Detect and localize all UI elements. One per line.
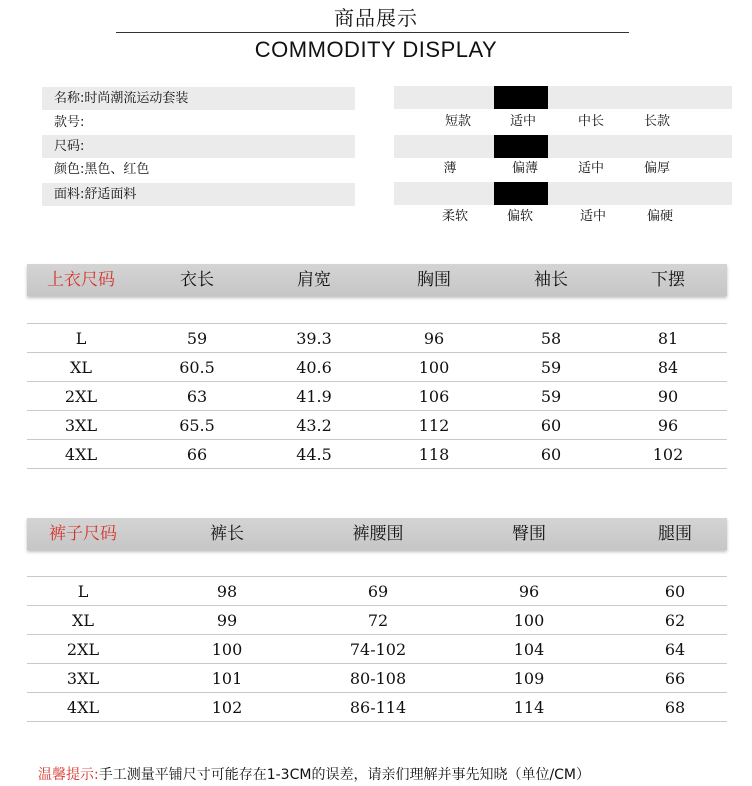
value-cell: 69 — [367, 582, 389, 601]
info-label: 颜色: — [54, 162, 85, 177]
top-table-header-cell: 下摆 — [651, 270, 685, 290]
measurement-note — [38, 764, 590, 784]
page-title-cn: 商品展示 — [334, 6, 418, 30]
table-row — [0, 635, 752, 664]
size-cell: L — [77, 582, 89, 601]
table-row — [0, 440, 752, 469]
size-cell: 4XL — [66, 698, 100, 717]
softness-option-label: 偏硬 — [646, 209, 673, 224]
value-cell: 84 — [657, 358, 679, 377]
top-table-header-cell: 胸围 — [417, 270, 451, 290]
value-cell: 102 — [652, 445, 684, 464]
value-cell: 104 — [513, 640, 545, 659]
size-cell: 3XL — [66, 669, 100, 688]
value-cell: 68 — [664, 698, 686, 717]
value-cell: 112 — [418, 416, 450, 435]
value-cell: 63 — [186, 387, 208, 406]
thickness-option-label: 适中 — [577, 161, 604, 176]
pants-table-header-cell: 裤腰围 — [352, 524, 404, 544]
info-row-style-number — [42, 111, 355, 134]
pants-table-header-cell: 裤子尺码 — [49, 524, 117, 544]
value-cell: 40.6 — [296, 358, 332, 377]
value-cell: 96 — [423, 329, 445, 348]
info-label: 尺码: — [54, 139, 85, 154]
value-cell: 86-114 — [349, 698, 407, 717]
table-row — [0, 606, 752, 635]
size-cell: XL — [69, 358, 92, 377]
info-value: 时尚潮流运动套装 — [84, 91, 189, 106]
length-scale-bar — [394, 86, 732, 109]
value-cell: 62 — [664, 611, 686, 630]
value-cell: 114 — [513, 698, 545, 717]
thickness-option-label: 薄 — [443, 161, 457, 176]
value-cell: 99 — [216, 611, 238, 630]
note-text: 手工测量平铺尺寸可能存在1-3CM的误差，请亲们理解并事先知晓（单位/CM） — [98, 767, 591, 783]
info-row-name — [42, 87, 355, 110]
size-cell: 3XL — [64, 416, 98, 435]
thickness-scale-marker — [494, 135, 548, 158]
value-cell: 65.5 — [179, 416, 215, 435]
value-cell: 59 — [540, 358, 562, 377]
top-table-header-cell: 肩宽 — [297, 270, 331, 290]
length-option-label: 长款 — [643, 114, 670, 129]
value-cell: 100 — [513, 611, 545, 630]
length-option-label: 适中 — [509, 114, 536, 129]
table-row — [0, 353, 752, 382]
top-table-header-cell: 袖长 — [534, 270, 568, 290]
softness-option-label: 适中 — [579, 209, 606, 224]
value-cell: 100 — [211, 640, 243, 659]
softness-scale-bar — [394, 182, 732, 205]
thickness-option-label: 偏薄 — [511, 161, 538, 176]
size-cell: 4XL — [64, 445, 98, 464]
table-row — [0, 693, 752, 722]
value-cell: 60 — [540, 416, 562, 435]
value-cell: 59 — [186, 329, 208, 348]
length-option-label: 中长 — [577, 114, 604, 129]
value-cell: 100 — [418, 358, 450, 377]
page-title-en: COMMODITY DISPLAY — [254, 37, 498, 62]
value-cell: 66 — [186, 445, 208, 464]
value-cell: 90 — [657, 387, 679, 406]
value-cell: 102 — [211, 698, 243, 717]
value-cell: 60 — [540, 445, 562, 464]
pants-table-header-cell: 臀围 — [512, 524, 546, 544]
value-cell: 43.2 — [296, 416, 332, 435]
value-cell: 60.5 — [179, 358, 215, 377]
value-cell: 44.5 — [296, 445, 332, 464]
value-cell: 41.9 — [296, 387, 332, 406]
info-label: 款号: — [54, 115, 85, 130]
table-row — [0, 664, 752, 693]
value-cell: 106 — [418, 387, 450, 406]
top-table-header-cell: 衣长 — [180, 270, 214, 290]
size-cell: 2XL — [64, 387, 98, 406]
value-cell: 80-108 — [349, 669, 407, 688]
pants-table-header-cell: 裤长 — [210, 524, 244, 544]
table-row — [0, 411, 752, 440]
value-cell: 58 — [540, 329, 562, 348]
value-cell: 101 — [211, 669, 243, 688]
value-cell: 118 — [418, 445, 450, 464]
size-cell: XL — [71, 611, 94, 630]
info-value: 黑色、红色 — [84, 162, 150, 177]
size-cell: 2XL — [66, 640, 100, 659]
softness-option-label: 偏软 — [506, 209, 533, 224]
pants-table-header-cell: 腿围 — [658, 524, 692, 544]
info-label: 名称: — [54, 91, 85, 106]
table-row — [0, 382, 752, 411]
softness-option-label: 柔软 — [441, 209, 468, 224]
value-cell: 98 — [216, 582, 238, 601]
top-table-header-cell: 上衣尺码 — [47, 270, 115, 290]
info-label: 面料: — [54, 187, 85, 202]
thickness-option-label: 偏厚 — [643, 161, 670, 176]
info-row-color — [42, 158, 355, 181]
value-cell: 74-102 — [349, 640, 407, 659]
note-label: 温馨提示: — [38, 767, 99, 783]
value-cell: 60 — [664, 582, 686, 601]
table-row — [0, 577, 752, 606]
title-divider — [116, 32, 629, 33]
value-cell: 64 — [664, 640, 686, 659]
value-cell: 96 — [657, 416, 679, 435]
info-row-fabric — [42, 183, 355, 206]
value-cell: 96 — [518, 582, 540, 601]
info-value: 舒适面料 — [84, 187, 137, 202]
value-cell: 72 — [367, 611, 389, 630]
info-row-size — [42, 135, 355, 158]
value-cell: 66 — [664, 669, 686, 688]
value-cell: 39.3 — [296, 329, 332, 348]
value-cell: 59 — [540, 387, 562, 406]
softness-scale-marker — [494, 182, 548, 205]
value-cell: 109 — [513, 669, 545, 688]
value-cell: 81 — [657, 329, 679, 348]
size-cell: L — [75, 329, 87, 348]
length-scale-marker — [494, 86, 548, 109]
length-option-label: 短款 — [444, 114, 471, 129]
table-row — [0, 324, 752, 353]
thickness-scale-bar — [394, 135, 732, 158]
